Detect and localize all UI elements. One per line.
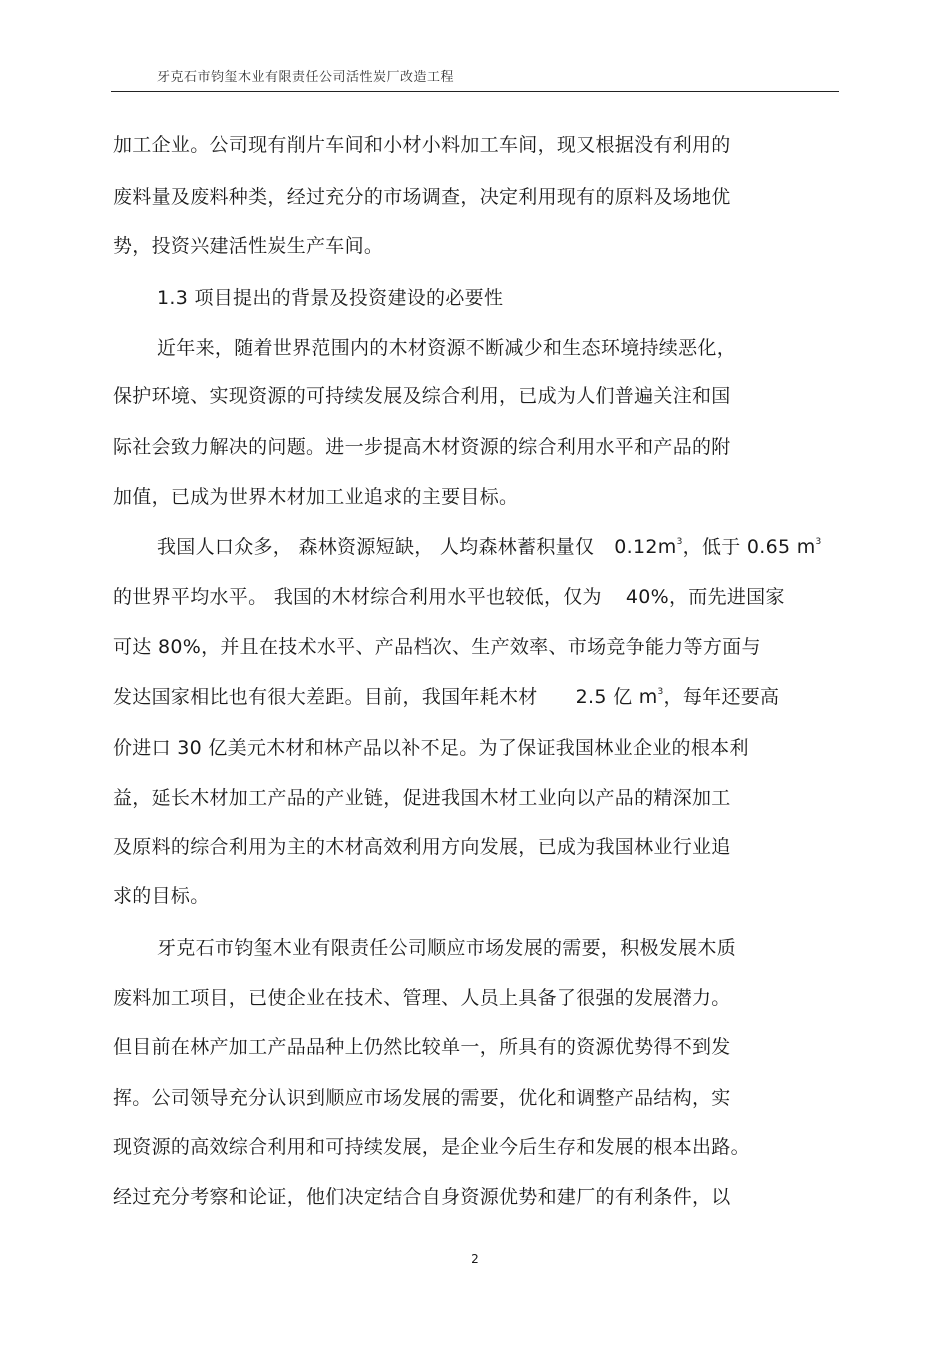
body-line: 加工企业。公司现有削片车间和小材小料加工车间，现又根据没有利用的	[113, 134, 731, 156]
body-line: 势，投资兴建活性炭生产车间。	[113, 235, 384, 257]
body-line: 但目前在林产加工产品品种上仍然比较单一，所具有的资源优势得不到发	[113, 1036, 731, 1058]
text-span: 我国人口众多， 森林资源短缺， 人均森林蓄积量仅	[157, 536, 595, 558]
superscript: 3	[815, 537, 822, 547]
body-line: 废料加工项目，已使企业在技术、管理、人员上具备了很强的发展潜力。	[113, 987, 731, 1009]
body-line: 际社会致力解决的问题。进一步提高木材资源的综合利用水平和产品的附	[113, 436, 731, 458]
body-line: 经过充分考察和论证，他们决定结合自身资源优势和建厂的有利条件，以	[113, 1186, 731, 1208]
body-line	[113, 682, 779, 709]
body-line: 及原料的综合利用为主的木材高效利用方向发展，已成为我国林业行业追	[113, 836, 731, 858]
superscript: 3	[676, 537, 683, 547]
body-line: 价进口 30 亿美元木材和林产品以补不足。为了保证我国林业企业的根本利	[113, 737, 749, 759]
body-line: 加值，已成为世界木材加工业追求的主要目标。	[113, 486, 519, 508]
text-span: ，低于 0.65 m	[682, 536, 816, 558]
text-span: 2.5 亿 m	[575, 686, 658, 708]
superscript: 3	[657, 687, 664, 697]
body-line	[113, 582, 785, 609]
page-number: 2	[471, 1252, 479, 1266]
header-rule	[111, 91, 839, 92]
body-line: 废料量及废料种类，经过充分的市场调查，决定利用现有的原料及场地优	[113, 186, 731, 208]
body-line: 保护环境、实现资源的可持续发展及综合利用，已成为人们普遍关注和国	[113, 385, 731, 407]
body-line: 近年来，随着世界范围内的木材资源不断减少和生态环境持续恶化，	[157, 337, 737, 359]
body-line: 求的目标。	[113, 885, 210, 907]
section-heading: 1.3 项目提出的背景及投资建设的必要性	[157, 287, 504, 309]
body-line: 现资源的高效综合利用和可持续发展，是企业今后生存和发展的根本出路。	[113, 1136, 750, 1158]
body-line: 挥。公司领导充分认识到顺应市场发展的需要，优化和调整产品结构，实	[113, 1087, 731, 1109]
running-header: 牙克石市钧玺木业有限责任公司活性炭厂改造工程	[157, 70, 455, 85]
text-span: ，每年还要高	[663, 686, 780, 708]
text-span: 40%，而先进国家	[625, 586, 785, 608]
text-span: 的世界平均水平。 我国的木材综合利用水平也较低，仅为	[113, 586, 602, 608]
text-span: 发达国家相比也有很大差距。目前，我国年耗木材	[113, 686, 538, 708]
body-line	[157, 532, 822, 559]
body-line: 可达 80%，并且在技术水平、产品档次、生产效率、市场竞争能力等方面与	[113, 636, 761, 658]
text-span: 0.12m	[614, 536, 677, 558]
body-line: 益，延长木材加工产品的产业链，促进我国木材工业向以产品的精深加工	[113, 787, 731, 809]
body-line: 牙克石市钧玺木业有限责任公司顺应市场发展的需要，积极发展木质	[157, 937, 737, 959]
